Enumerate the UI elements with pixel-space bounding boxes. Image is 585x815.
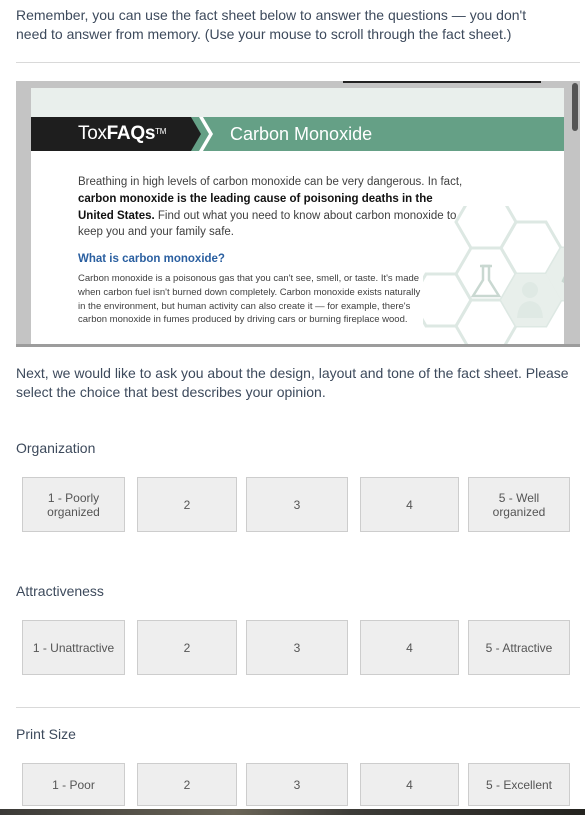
attractiveness-option-1[interactable]: 1 - Unattractive (22, 620, 125, 675)
print-size-option-4[interactable]: 4 (360, 763, 459, 806)
divider (16, 62, 580, 63)
fact-sheet-title: Carbon Monoxide (230, 124, 373, 144)
organization-option-3[interactable]: 3 (246, 477, 348, 532)
toxfaqs-logo: ToxFAQs™ (78, 123, 167, 144)
question-label-organization: Organization (16, 440, 96, 456)
lead-paragraph: Breathing in high levels of carbon monoxide can be very dangerous. In fact, carbon monoxide is the leading cause of poisoning deaths in the United States. Find out what you need to know about carbon monoxide to keep you and your family safe. (78, 176, 463, 239)
viewer-toolbar-edge (343, 81, 541, 83)
section-body: Carbon monoxide is a poisonous gas that you can't see, smell, or taste. It's made when carbon fuel isn't burned down completely. Carbon monoxide exists naturally in the environment, but human activity can also create it — for example, there's carbon monoxide in fumes produced by driving cars or burning fireplace wood. (78, 273, 421, 326)
viewer-scrollbar[interactable] (572, 83, 578, 131)
question-label-print-size: Print Size (16, 726, 76, 742)
attractiveness-option-2[interactable]: 2 (137, 620, 237, 675)
attractiveness-option-4[interactable]: 4 (360, 620, 459, 675)
organization-option-1[interactable]: 1 - Poorly organized (22, 477, 125, 532)
question-label-attractiveness: Attractiveness (16, 583, 104, 599)
section-heading: What is carbon monoxide? (78, 253, 225, 265)
organization-option-4[interactable]: 4 (360, 477, 459, 532)
print-size-option-2[interactable]: 2 (137, 763, 237, 806)
print-size-option-1[interactable]: 1 - Poor (22, 763, 125, 806)
print-size-option-5[interactable]: 5 - Excellent (468, 763, 570, 806)
hexagon-illustration (423, 206, 564, 347)
divider (16, 707, 580, 708)
fact-sheet-viewer[interactable] (16, 81, 580, 347)
flask-icon (473, 266, 499, 296)
organization-option-2[interactable]: 2 (137, 477, 237, 532)
attractiveness-option-5[interactable]: 5 - Attractive (468, 620, 570, 675)
organization-option-5[interactable]: 5 - Well organized (468, 477, 570, 532)
print-size-option-3[interactable]: 3 (246, 763, 348, 806)
survey-prompt: Next, we would like to ask you about the design, layout and tone of the fact sheet. Please select the choice that best describes your opinion. (16, 365, 569, 400)
instructions-text: Remember, you can use the fact sheet below to answer the questions — you don't need to answer from memory. (Use your mouse to scroll through the fact sheet.) (16, 7, 527, 42)
fact-sheet-page (31, 88, 564, 347)
attractiveness-option-3[interactable]: 3 (246, 620, 348, 675)
taskbar-edge (0, 809, 585, 815)
